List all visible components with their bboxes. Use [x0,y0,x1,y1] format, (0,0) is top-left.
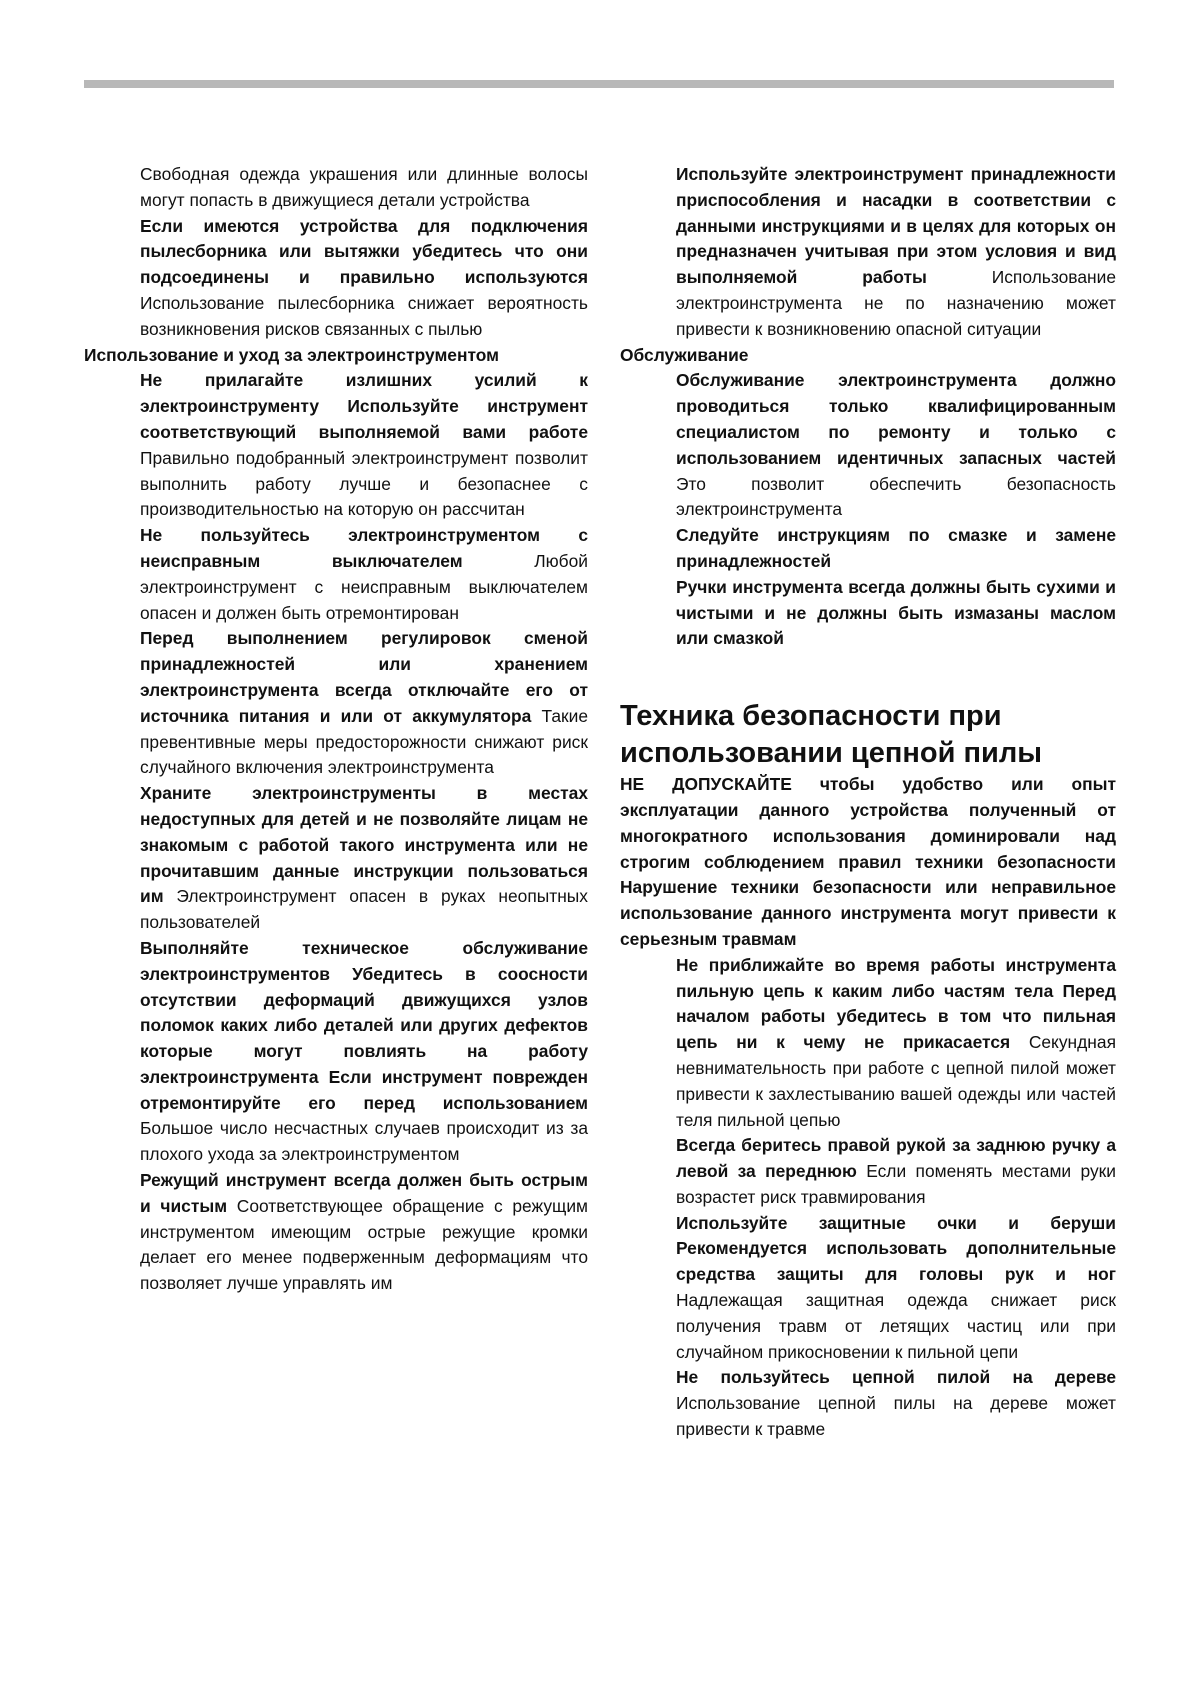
paragraph-bold: Перед выполнением регулировок сменой принадлежностей или хранением электроинструмента всегда отключайте его от источника питания и или от аккумулятора [140,628,588,726]
paragraph-text: Это позволит обеспечить безопасность электроинструмента [676,473,1116,520]
paragraph-bold: Храните электроинструменты в местах недоступных для детей и не позволяйте лицам не знакомым с работой такого инструмента или не прочитавшим данные инструкции пользоваться им [140,783,588,907]
paragraph-use-per-instructions [676,162,1116,343]
paragraph-text: Такие превентивные меры предосторожности снижают риск случайного включения электроинструмента [140,705,588,778]
paragraph-grip-hands [676,1133,1116,1210]
paragraph-bold: Используйте электроинструмент принадлежности приспособления и насадки в соответствии с данными инструкциями и в целях для которых он предназначен учитывая при этом условия и вид выполняемой работы [676,164,1116,288]
paragraph-maintenance [140,936,588,1168]
paragraph-text: Использование электроинструмента не по назначению может привести к возникновению опасной ситуации [676,267,1116,339]
top-rule [84,80,1114,88]
paragraph-bold: Режущий инструмент всегда должен быть острым и чистым [140,1170,588,1216]
paragraph-bold: Не приближайте во время работы инструмента пильную цепь к каким либо частям тела Перед началом работы убедитесь в том что пильная цепь ни к чему не прикасается [676,954,1116,1053]
paragraph-store-away [140,781,588,936]
paragraph-keep-body-away [676,953,1116,1134]
paragraph-no-tree-use [676,1365,1116,1442]
paragraph-text: Свободная одежда украшения или длинные волосы могут попасть в движущиеся детали устройства [140,164,588,210]
paragraph-no-force [140,368,588,523]
left-column [84,162,588,1297]
paragraph-bold: Всегда беритесь правой рукой за заднюю ручку а левой за переднюю [676,1135,1116,1182]
paragraph-handles-clean [676,575,1116,652]
chainsaw-safety-title: Техника безопасности при использовании цепной пилы [620,700,1043,770]
paragraph-lubrication [676,523,1116,575]
section-heading-service: Обслуживание [620,344,749,365]
paragraph-text: Электроинструмент опасен в руках неопытных пользователей [140,886,588,933]
paragraph-text: Если поменять местами руки возрастет риск травмирования [676,1161,1116,1207]
paragraph-sharp-tools [140,1168,588,1297]
paragraph-bold: НЕ ДОПУСКАЙТЕ чтобы удобство или опыт эксплуатации данного устройства полученный от многократного использования доминировали над строгим соблюдением правил техники безопасности Нарушение техники безопасности или неправильное использование данного инструмента могут привести к серьезным травмам [620,774,1116,949]
paragraph-bold: Не пользуйтесь электроинструментом с неисправным выключателем [140,525,588,571]
paragraph-bold: Обслуживание электроинструмента должно проводиться только квалифицированным специалистом по ремонту и только с использованием идентичных запасных частей [676,370,1116,468]
paragraph-text: Секундная невнимательность при работе с цепной пилой может привести к захлестыванию вашей одежды или частей теля пильной цепью [676,1032,1117,1130]
paragraph-dust-extraction [140,214,588,343]
paragraph-bold: Используйте защитные очки и беруши Рекомендуется использовать дополнительные средства защиты для головы рук и ног [676,1212,1116,1285]
paragraph-text: Использование цепной пилы на дереве может привести к травме [676,1393,1116,1440]
paragraph-protective-gear [676,1211,1116,1366]
paragraph-text: Большое число несчастных случаев происходит из за плохого ухода за электроинструментом [140,1118,588,1165]
paragraph-disconnect-power [140,626,588,781]
paragraph-text: Любой электроинструмент с неисправным выключателем опасен и должен быть отремонтирован [140,550,588,623]
paragraph-bold: Не прилагайте излишних усилий к электроинструменту Используйте инструмент соответствующий выполняемой вами работе [140,370,588,442]
paragraph-text: Использование пылесборника снижает вероятность возникновения рисков связанных с пылью [140,292,588,339]
paragraph-bold: Не пользуйтесь цепной пилой на дереве [676,1367,1116,1388]
right-column [620,162,1116,1443]
paragraph-text: Надлежащая защитная одежда снижает риск получения травм от летящих частиц или при случайном прикосновении к пильной цепи [676,1290,1116,1362]
paragraph-bold: Выполняйте техническое обслуживание электроинструментов Убедитесь в соосности отсутствии деформаций движущихся узлов поломок каких либо деталей или других дефектов которые могут повлиять на работу электроинструмента Если инструмент поврежден отремонтируйте его перед использованием [140,937,588,1113]
paragraph-bold: Следуйте инструкциям по смазке и замене принадлежностей [676,525,1116,571]
paragraph-bold: Ручки инструмента всегда должны быть сухими и чистыми и не должны быть измазаны маслом или смазкой [676,576,1116,649]
paragraph-text: Правильно подобранный электроинструмент позволит выполнить работу лучше и безопаснее с производительностью на которую он рассчитан [140,447,588,520]
paragraph-text: Соответствующее обращение с режущим инструментом имеющим острые режущие кромки делает его менее подверженным деформациям что позволяет лучше управлять им [140,1195,589,1294]
paragraph-faulty-switch [140,523,588,626]
section-heading-use-and-care: Использование и уход за электроинструментом [84,344,500,365]
paragraph-warning [620,772,1116,953]
paragraph-qualified-service [676,368,1116,523]
paragraph-loose-clothing [140,162,588,214]
paragraph-bold: Если имеются устройства для подключения пылесборника или вытяжки убедитесь что они подсоединены и правильно используются [140,215,588,288]
